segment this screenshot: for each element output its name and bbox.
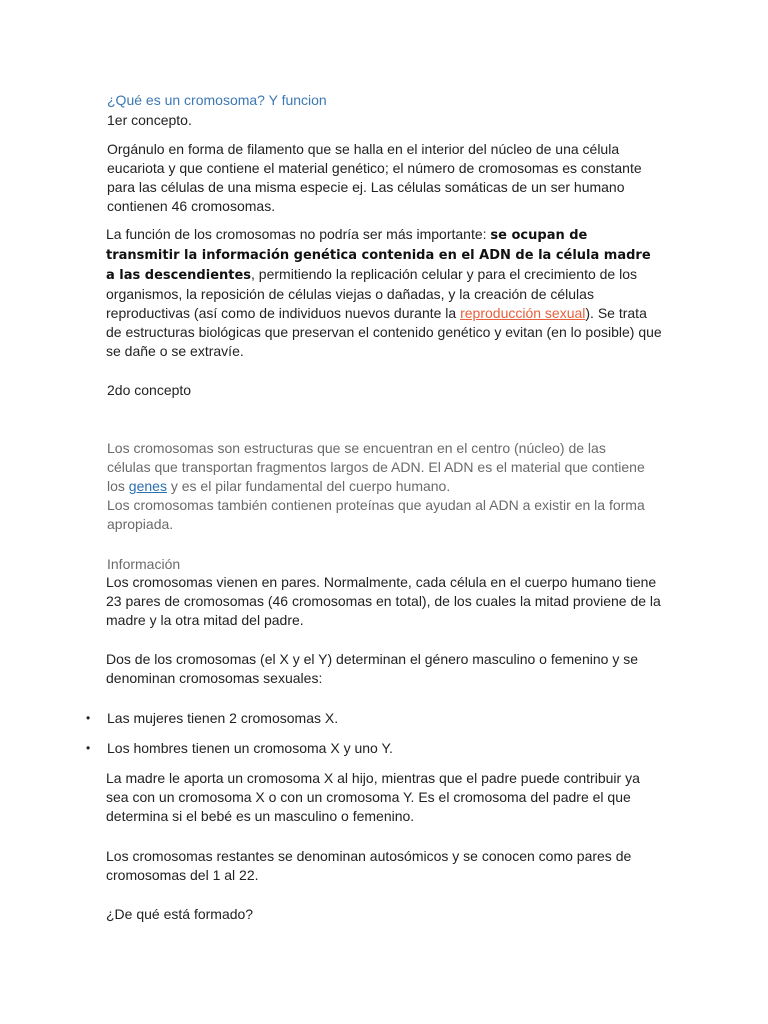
list-item: Los hombres tienen un cromosoma X y uno Y. (107, 740, 393, 756)
genes-link[interactable]: genes (128, 478, 167, 494)
sex-chromosomes-paragraph: Dos de los cromosomas (el X y el Y) determinan el género masculino o femenino y se denominan cromosomas sexuales: (106, 651, 638, 686)
info-label: Información (107, 556, 181, 572)
page-title: ¿Qué es un cromosoma? Y funcion (107, 92, 327, 108)
bullet-dot: • (86, 741, 91, 755)
concept2-line2: Los cromosomas también contienen proteínas que ayudan al ADN a existir en la forma apropiada. (107, 497, 645, 532)
concept2-label: 2do concepto (107, 382, 192, 398)
function-intro: La función de los cromosomas no podría ser más importante: (106, 226, 491, 242)
autosomal-paragraph: Los cromosomas restantes se denominan autosómicos y se conocen como pares de cromosomas del 1 al 22. (106, 848, 632, 883)
function-end: ). Se trata de estructuras biológicas que preservan el contenido genético y evitan (en lo posible) que se dañe o se extravíe. (106, 305, 662, 359)
concept1-paragraph: Orgánulo en forma de filamento que se halla en el interior del núcleo de una célula eucariota y que contiene el material genético; el número de cromosomas es constante para las células de una misma especie ej. Las células somáticas de un ser humano contienen 46 cromosomas. (107, 141, 642, 214)
function-bold-text: se ocupan de transmitir la información genética contenida en el ADN de la célula madre a las descendientes (106, 228, 651, 283)
bullet-dot: • (86, 711, 91, 725)
list-item: Las mujeres tienen 2 cromosomas X. (107, 710, 339, 726)
concept2-part2: y es el pilar fundamental del cuerpo humano. (166, 478, 451, 494)
concept2-part1: Los cromosomas son estructuras que se encuentran en el centro (núcleo) de las células que transportan fragmentos largos de ADN. El ADN es el material que contiene los (107, 440, 645, 494)
concept1-label: 1er concepto. (107, 112, 192, 128)
info-paragraph: Los cromosomas vienen en pares. Normalmente, cada célula en el cuerpo humano tiene 23 pares de cromosomas (46 cromosomas en total), de los cuales la mitad proviene de la madre y la otra mitad del padre. (106, 574, 661, 628)
mother-father-paragraph: La madre le aporta un cromosoma X al hijo, mientras que el padre puede contribuir ya sea con un cromosoma X o con un cromosoma Y. Es el cromosoma del padre el que determina si el bebé es un masculino o femenino. (106, 770, 640, 824)
concept2-paragraph (107, 439, 653, 534)
reproduccion-sexual-link[interactable]: reproducción sexual (460, 305, 586, 321)
function-mid: , permitiendo la replicación celular y para el crecimiento de los organismos, la reposición de células viejas o dañadas, y la creación de células reproductivas (así como de individuos nuevos durante la (106, 266, 637, 321)
function-paragraph (106, 225, 662, 361)
composition-question: ¿De qué está formado? (106, 906, 254, 922)
